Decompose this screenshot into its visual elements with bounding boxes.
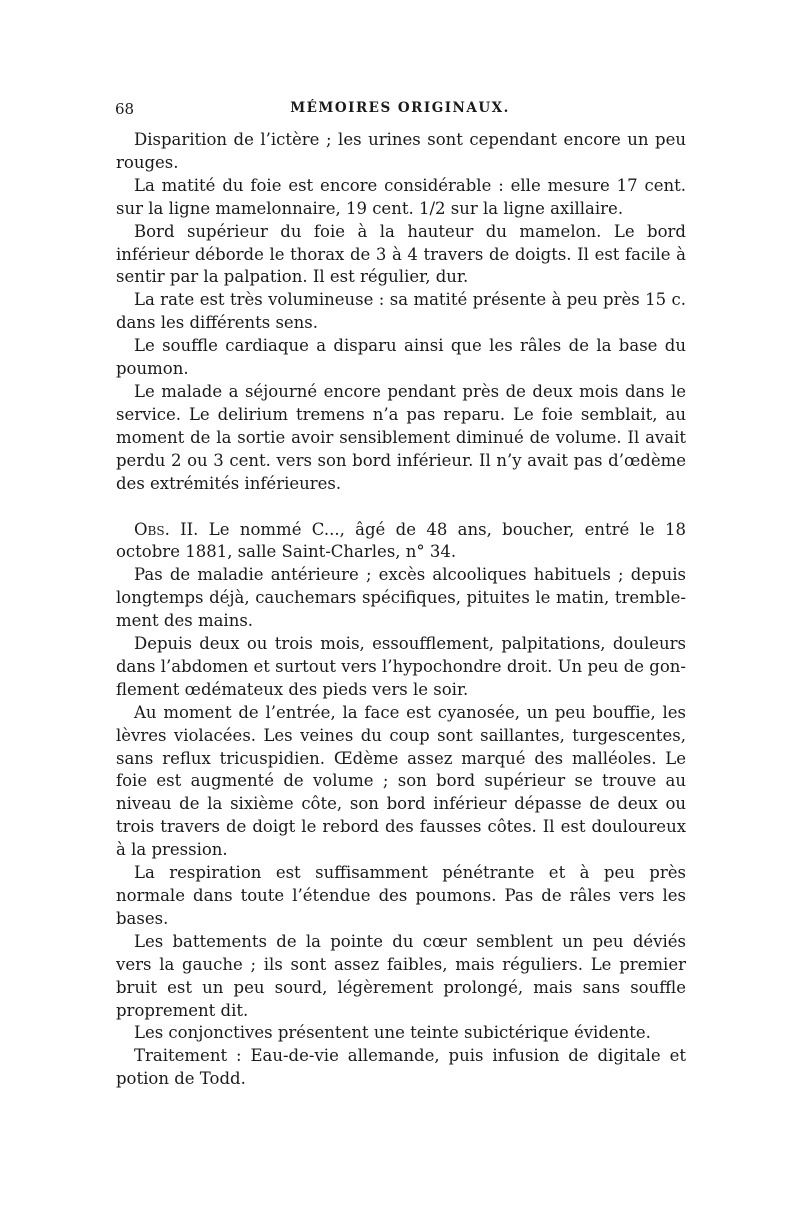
paragraph: Bord supérieur du foie à la hauteur du mamelon. Le bord inférieur déborde le thorax de 3 à 4 travers de doigts. Il est facile à sentir par la palpation. Il est régulier, dur. — [116, 221, 686, 287]
paragraph: Traitement : Eau-de-vie allemande, puis infusion de digitale et potion de Todd. — [116, 1046, 686, 1089]
running-title: MÉMOIRES ORIGINAUX. — [290, 100, 510, 116]
paragraph: Le malade a séjourné encore pendant près de deux mois dans le service. Le delirium tremens n’a pas reparu. Le foie semblait, au moment de la sortie avoir sensiblement diminué de volume. Il avait perdu 2 ou 3 cent. vers son bord inférieur. Il n’y avait pas d’œdème des extrémités inférieures. — [116, 381, 686, 493]
paragraph: Les battements de la pointe du cœur semblent un peu déviés vers la gauche ; ils sont assez faibles, mais réguliers. Le premier bruit est un peu sourd, légèrement prolongé, mais sans souffle proprement dit. — [116, 931, 686, 1020]
paragraph: La rate est très volumineuse : sa matité présente à peu près 15 c. dans les différents sens. — [116, 290, 686, 333]
paragraph: Au moment de l’entrée, la face est cyanosée, un peu bouffie, les lèvres violacées. Les veines du coup sont saillantes, turgescentes, sans reflux tricuspidien. Œdème assez marqué des malléoles. Le foie est augmenté de volume ; son bord supérieur se trouve au niveau de la sixième côte, son bord inférieur dépasse de deux ou trois travers de doigt le rebord des fausses côtes. Il est douloureux à la pression. — [116, 702, 686, 860]
paragraph: Pas de maladie antérieure ; excès alcooliques habituels ; depuis longtemps déjà, cauchemars spécifiques, pituites le matin, tremblement des mains. — [116, 565, 686, 631]
observation-heading-paragraph — [116, 519, 686, 565]
paragraph: Depuis deux ou trois mois, essoufflement, palpitations, douleurs dans l’abdomen et surtout vers l’hypochondre droit. Un peu de gonflement œdémateux des pieds vers le soir. — [116, 634, 686, 699]
page-header — [115, 100, 685, 124]
text-body — [116, 129, 686, 1091]
page-number: 68 — [115, 100, 135, 118]
paragraph: La matité du foie est encore considérable : elle mesure 17 cent. sur la ligne mamelonnaire, 19 cent. 1/2 sur la ligne axillaire. — [116, 175, 686, 218]
paragraph: Disparition de l’ictère ; les urines sont cependant encore un peu rouges. — [116, 130, 686, 172]
observation-text: Le nommé C..., âgé de 48 ans, boucher, entré le 18 octobre 1881, salle Saint-Charles, n° 34. — [116, 519, 686, 562]
paragraph: Les conjonctives présentent une teinte subictérique évidente. — [134, 1023, 651, 1043]
paragraph: Le souffle cardiaque a disparu ainsi que les râles de la base du poumon. — [116, 336, 686, 379]
paragraph: La respiration est suffisamment pénétrante et à peu près normale dans toute l’étendue des poumons. Pas de râles vers les bases. — [116, 863, 686, 928]
observation-label: Obs. II. — [134, 519, 199, 539]
